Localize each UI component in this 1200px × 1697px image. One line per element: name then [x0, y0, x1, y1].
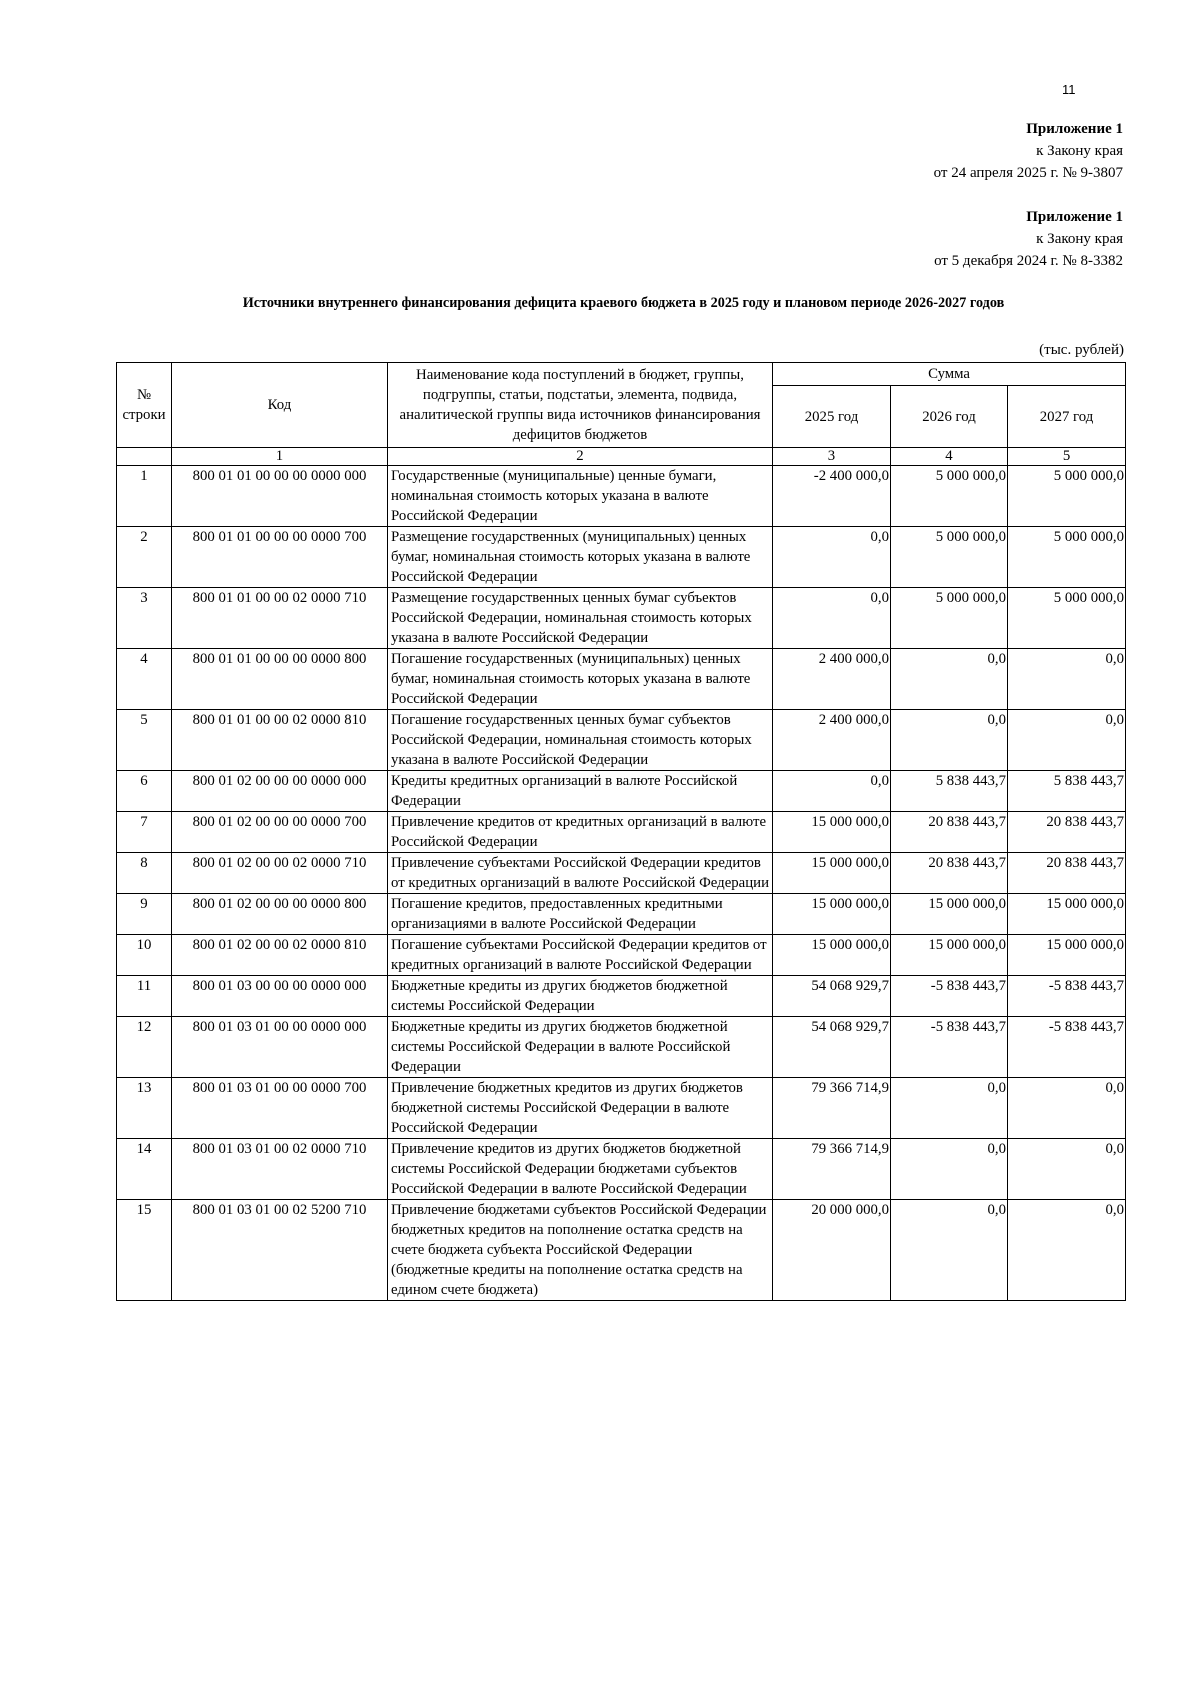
amount-2027: 5 000 000,0	[1008, 527, 1126, 588]
row-code: 800 01 03 01 00 00 0000 700	[172, 1078, 388, 1139]
amount-2025: 54 068 929,7	[773, 1017, 891, 1078]
appendix-block-current	[934, 118, 1123, 184]
row-name: Погашение кредитов, предоставленных кредитными организациями в валюте Российской Федерации	[388, 894, 773, 935]
amount-2025: 15 000 000,0	[773, 853, 891, 894]
amount-2027: 5 000 000,0	[1008, 466, 1126, 527]
amount-2027: 15 000 000,0	[1008, 935, 1126, 976]
amount-2026: -5 838 443,7	[891, 1017, 1008, 1078]
amount-2025: 79 366 714,9	[773, 1139, 891, 1200]
row-name: Привлечение кредитов от кредитных организаций в валюте Российской Федерации	[388, 812, 773, 853]
row-number: 13	[117, 1078, 172, 1139]
column-numbers-row	[117, 448, 1126, 466]
table-row	[117, 1200, 1126, 1301]
row-number: 6	[117, 771, 172, 812]
table-row	[117, 976, 1126, 1017]
row-name: Размещение государственных ценных бумаг субъектов Российской Федерации, номинальная стоимость которых указана в валюте Российской Федерации	[388, 588, 773, 649]
table-row	[117, 588, 1126, 649]
row-code: 800 01 02 00 00 00 0000 000	[172, 771, 388, 812]
row-number: 12	[117, 1017, 172, 1078]
row-code: 800 01 01 00 00 00 0000 800	[172, 649, 388, 710]
row-code: 800 01 01 00 00 00 0000 000	[172, 466, 388, 527]
column-number: 5	[1008, 448, 1126, 466]
amount-2027: 15 000 000,0	[1008, 894, 1126, 935]
row-code: 800 01 02 00 00 02 0000 810	[172, 935, 388, 976]
table-row	[117, 1139, 1126, 1200]
table-row	[117, 894, 1126, 935]
row-name: Государственные (муниципальные) ценные бумаги, номинальная стоимость которых указана в валюте Российской Федерации	[388, 466, 773, 527]
amount-2027: -5 838 443,7	[1008, 976, 1126, 1017]
appendix-title: Приложение 1	[1026, 209, 1123, 225]
amount-2026: -5 838 443,7	[891, 976, 1008, 1017]
amount-2026: 20 838 443,7	[891, 853, 1008, 894]
header-row	[117, 363, 1126, 386]
amount-2025: 15 000 000,0	[773, 935, 891, 976]
page-number: 11	[1062, 82, 1076, 97]
amount-2025: 15 000 000,0	[773, 894, 891, 935]
amount-2026: 5 000 000,0	[891, 527, 1008, 588]
financing-sources-table	[116, 362, 1126, 1301]
amount-2027: 0,0	[1008, 1078, 1126, 1139]
table-row	[117, 1017, 1126, 1078]
row-name: Погашение государственных (муниципальных) ценных бумаг, номинальная стоимость которых указана в валюте Российской Федерации	[388, 649, 773, 710]
header-code: Код	[172, 363, 388, 448]
row-number: 4	[117, 649, 172, 710]
appendix-line: от 24 апреля 2025 г. № 9-3807	[933, 165, 1123, 181]
amount-2025: 2 400 000,0	[773, 649, 891, 710]
amount-2026: 15 000 000,0	[891, 894, 1008, 935]
row-name: Привлечение бюджетных кредитов из других бюджетов бюджетной системы Российской Федерации в валюте Российской Федерации	[388, 1078, 773, 1139]
table-row	[117, 771, 1126, 812]
row-name: Погашение государственных ценных бумаг субъектов Российской Федерации, номинальная стоимость которых указана в валюте Российской Федерации	[388, 710, 773, 771]
table-row	[117, 1078, 1126, 1139]
amount-2026: 5 000 000,0	[891, 588, 1008, 649]
table-row	[117, 853, 1126, 894]
amount-2026: 5 000 000,0	[891, 466, 1008, 527]
amount-2027: -5 838 443,7	[1008, 1017, 1126, 1078]
amount-2026: 0,0	[891, 710, 1008, 771]
row-name: Привлечение субъектами Российской Федерации кредитов от кредитных организаций в валюте Российской Федерации	[388, 853, 773, 894]
header-year-2026: 2026 год	[891, 386, 1008, 448]
row-number: 10	[117, 935, 172, 976]
row-number: 3	[117, 588, 172, 649]
row-name: Погашение субъектами Российской Федерации кредитов от кредитных организаций в валюте Российской Федерации	[388, 935, 773, 976]
amount-2025: 0,0	[773, 771, 891, 812]
header-row-no: № строки	[117, 363, 172, 448]
amount-2027: 0,0	[1008, 1200, 1126, 1301]
appendix-line: к Закону края	[1036, 231, 1123, 247]
amount-2027: 5 838 443,7	[1008, 771, 1126, 812]
amount-2026: 20 838 443,7	[891, 812, 1008, 853]
amount-2027: 20 838 443,7	[1008, 812, 1126, 853]
amount-2026: 0,0	[891, 1139, 1008, 1200]
row-number: 5	[117, 710, 172, 771]
table-row	[117, 466, 1126, 527]
row-number: 8	[117, 853, 172, 894]
row-name: Кредиты кредитных организаций в валюте Российской Федерации	[388, 771, 773, 812]
row-code: 800 01 02 00 00 02 0000 710	[172, 853, 388, 894]
row-number: 9	[117, 894, 172, 935]
amount-2025: 54 068 929,7	[773, 976, 891, 1017]
table-row	[117, 710, 1126, 771]
amount-2027: 0,0	[1008, 649, 1126, 710]
amount-2026: 5 838 443,7	[891, 771, 1008, 812]
column-number: 1	[172, 448, 388, 466]
column-number	[117, 448, 172, 466]
table-row	[117, 935, 1126, 976]
amount-2026: 0,0	[891, 649, 1008, 710]
row-code: 800 01 01 00 00 02 0000 810	[172, 710, 388, 771]
units-label: (тыс. рублей)	[1039, 342, 1124, 358]
amount-2027: 5 000 000,0	[1008, 588, 1126, 649]
table-row	[117, 649, 1126, 710]
amount-2026: 0,0	[891, 1200, 1008, 1301]
table-row	[117, 527, 1126, 588]
amount-2025: -2 400 000,0	[773, 466, 891, 527]
row-code: 800 01 03 01 00 00 0000 000	[172, 1017, 388, 1078]
column-number: 2	[388, 448, 773, 466]
row-name: Размещение государственных (муниципальных) ценных бумаг, номинальная стоимость которых указана в валюте Российской Федерации	[388, 527, 773, 588]
amount-2026: 15 000 000,0	[891, 935, 1008, 976]
row-number: 11	[117, 976, 172, 1017]
amount-2027: 0,0	[1008, 710, 1126, 771]
row-code: 800 01 01 00 00 00 0000 700	[172, 527, 388, 588]
row-code: 800 01 02 00 00 00 0000 800	[172, 894, 388, 935]
header-year-2025: 2025 год	[773, 386, 891, 448]
amount-2025: 2 400 000,0	[773, 710, 891, 771]
amount-2025: 15 000 000,0	[773, 812, 891, 853]
header-sum: Сумма	[773, 363, 1126, 386]
row-number: 2	[117, 527, 172, 588]
amount-2026: 0,0	[891, 1078, 1008, 1139]
row-code: 800 01 03 01 00 02 5200 710	[172, 1200, 388, 1301]
row-code: 800 01 03 00 00 00 0000 000	[172, 976, 388, 1017]
amount-2025: 0,0	[773, 527, 891, 588]
appendix-block-original	[934, 206, 1123, 272]
row-name: Бюджетные кредиты из других бюджетов бюджетной системы Российской Федерации в валюте Российской Федерации	[388, 1017, 773, 1078]
row-code: 800 01 02 00 00 00 0000 700	[172, 812, 388, 853]
row-number: 1	[117, 466, 172, 527]
row-number: 14	[117, 1139, 172, 1200]
row-name: Привлечение бюджетами субъектов Российской Федерации бюджетных кредитов на пополнение остатка средств на счете бюджета субъекта Российской Федерации (бюджетные кредиты на пополнение остатка средств на едином счете бюджета)	[388, 1200, 773, 1301]
amount-2027: 20 838 443,7	[1008, 853, 1126, 894]
header-year-2027: 2027 год	[1008, 386, 1126, 448]
appendix-line: от 5 декабря 2024 г. № 8-3382	[934, 253, 1123, 269]
header-name: Наименование кода поступлений в бюджет, группы, подгруппы, статьи, подстатьи, элемента, подвида, аналитической группы вида источников финансирования дефицитов бюджетов	[388, 363, 773, 448]
amount-2025: 0,0	[773, 588, 891, 649]
appendix-title: Приложение 1	[1026, 121, 1123, 137]
amount-2025: 20 000 000,0	[773, 1200, 891, 1301]
document-title: Источники внутреннего финансирования дефицита краевого бюджета в 2025 году и плановом периоде 2026-2027 годов	[242, 295, 1005, 311]
table-row	[117, 812, 1126, 853]
amount-2027: 0,0	[1008, 1139, 1126, 1200]
appendix-line: к Закону края	[1036, 143, 1123, 159]
row-number: 15	[117, 1200, 172, 1301]
column-number: 4	[891, 448, 1008, 466]
row-name: Привлечение кредитов из других бюджетов бюджетной системы Российской Федерации бюджетами субъектов Российской Федерации в валюте Российской Федерации	[388, 1139, 773, 1200]
row-code: 800 01 03 01 00 02 0000 710	[172, 1139, 388, 1200]
row-name: Бюджетные кредиты из других бюджетов бюджетной системы Российской Федерации	[388, 976, 773, 1017]
amount-2025: 79 366 714,9	[773, 1078, 891, 1139]
column-number: 3	[773, 448, 891, 466]
row-code: 800 01 01 00 00 02 0000 710	[172, 588, 388, 649]
table-body	[117, 466, 1126, 1301]
row-number: 7	[117, 812, 172, 853]
